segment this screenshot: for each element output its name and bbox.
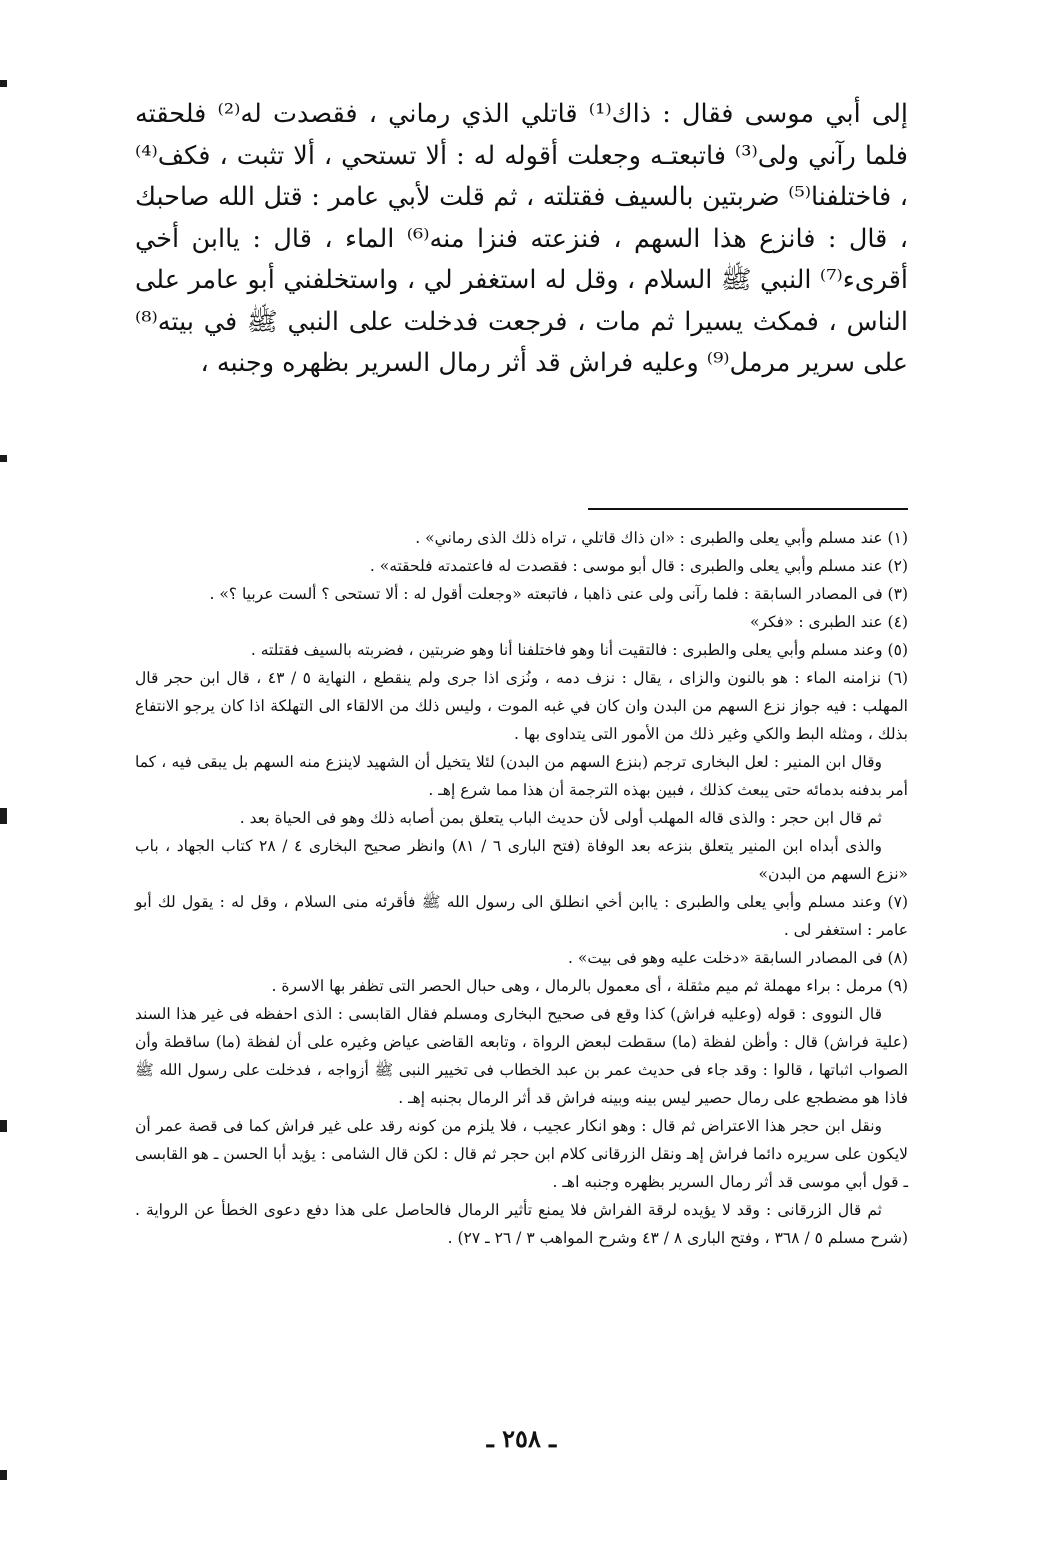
- footnote: (٢) عند مسلم وأبي يعلى والطبرى : قال أبو موسى : فقصدت له فاعتمدته فلحقته» .: [369, 557, 908, 575]
- footnote: (٣) فى المصادر السابقة : فلما رآنى ولى عنى ذاهبا ، فاتبعته «وجعلت أقول له : ألا تستحى ؟ ألست عربيا ؟» .: [209, 585, 908, 603]
- footnote: (٤) عند الطبرى : «فكر»: [749, 613, 908, 631]
- footnote-divider: [588, 508, 908, 510]
- footnote: والذى أبداه ابن المنير يتعلق بنزعه بعد الوفاة (فتح البارى ٦ / ٨١) وانظر صحيح البخارى ٤ / ٢٨ كتاب الجهاد ، باب «نزع السهم من البدن»: [135, 837, 908, 883]
- footnote: (٩) مرمل : براء مهملة ثم ميم مثقلة ، أى معمول بالرمال ، وهى حبال الحصر التى تظفر بها الاسرة .: [271, 977, 908, 995]
- footnote: قال النووى : قوله (وعليه فراش) كذا وقع فى صحيح البخارى ومسلم فقال القابسى : الذى احفظه فى غير هذا السند (علية فراش) قال : وأظن لفظة (ما) سقطت لبعض الرواة ، وتابعه القاضى عياض وغيره على أن لفظة (ما) ساقطة وأن الصواب اثباتها ، قالوا : وقد جاء فى حديث عمر بن عبد الخطاب فى تخيير النبى ﷺ أزواجه ، فدخلت على رسول الله ﷺ فاذا هو مضطجع على رمال حصير ليس بينه وبينه فراش قد أثر الرمال بجنبه إهـ .: [135, 1005, 908, 1107]
- footnotes: [135, 524, 908, 1252]
- footnote: ونقل ابن حجر هذا الاعتراض ثم قال : وهو انكار عجيب ، فلا يلزم من كونه رقد على غير فراش كما فى قصة عمر أن لايكون على سريره دائما فراش إهـ ونقل الزرقانى كلام ابن حجر ثم قال : لكن قال الشامى : يؤيد أبا الحسن ـ هو القابسى ـ قول أبي موسى قد أثر رمال السرير بظهره وجنبه اهـ .: [135, 1117, 908, 1191]
- footnote: (٥) وعند مسلم وأبي يعلى والطبرى : فالتقيت أنا وهو فاختلفنا أنا وهو ضربتين ، فضربته بالسيف فقتلته .: [250, 641, 908, 659]
- footnote: ثم قال ابن حجر : والذى قاله المهلب أولى لأن حديث الباب يتعلق بمن أصابه ذلك وهو فى الحياة بعد .: [239, 809, 882, 827]
- scan-edge-mark: [0, 1120, 7, 1132]
- footnote: ثم قال الزرقانى : وقد لا يؤيده لرقة الفراش فلا يمنع تأثير الرمال فالحاصل على هذا دفع دعوى الخطأ عن الرواية . (شرح مسلم ٥ / ٣٦٨ ، وفتح البارى ٨ / ٤٣ وشرح المواهب ٣ / ٢٦ ـ ٢٧) .: [135, 1201, 908, 1247]
- scan-edge-mark: [0, 455, 7, 462]
- document-page: [135, 94, 908, 1453]
- footnote: (٨) فى المصادر السابقة «دخلت عليه وهو فى بيت» .: [568, 949, 908, 967]
- scan-edge-mark: [0, 1470, 7, 1480]
- scan-edge-mark: [0, 808, 7, 824]
- main-paragraph: إلى أبي موسى فقال : ذاك⁽¹⁾ قاتلي الذي رماني ، فقصدت له⁽²⁾ فلحقته فلما رآني ولى⁽³⁾ فاتبعتـه وجعلت أقوله له : ألا تستحي ، ألا تثبت ، فكف⁽⁴⁾ ، فاختلفنا⁽⁵⁾ ضربتين بالسيف فقتلته ، ثم قلت لأبي عامر : قتل الله صاحبك ، قال : فانزع هذا السهم ، فنزعته فنزا منه⁽⁶⁾ الماء ، قال : ياابن أخي أقرىء⁽⁷⁾ النبي ﷺ السلام ، وقل له استغفر لي ، واستخلفني أبو عامر على الناس ، فمكث يسيرا ثم مات ، فرجعت فدخلت على النبي ﷺ في بيته⁽⁸⁾ على سرير مرمل⁽⁹⁾ وعليه فراش قد أثر رمال السرير بظهره وجنبه ،: [135, 99, 908, 378]
- page-number: ـ ٢٥٨ ـ: [486, 1424, 557, 1453]
- scan-edge-mark: [0, 80, 7, 87]
- footnote: (٦) نزامنه الماء : هو بالنون والزاى ، يقال : نزف دمه ، ونُزى اذا جرى ولم ينقطع ، النهاية ٥ / ٤٣ ، قال ابن حجر قال المهلب : فيه جواز نزع السهم من البدن وان كان في غبه الموت ، وليس ذلك من الالقاء الى التهلكة اذا كان يرجو الانتفاع بذلك ، ومثله البط والكي وغير ذلك من الأمور التى يتداوى بها .: [135, 669, 908, 743]
- footnote: (١) عند مسلم وأبي يعلى والطبرى : «ان ذاك قاتلي ، تراه ذلك الذى رماني» .: [415, 529, 908, 547]
- footnote: (٧) وعند مسلم وأبي يعلى والطبرى : ياابن أخي انطلق الى رسول الله ﷺ فأقرئه منى السلام ، وقل له : يقول لك أبو عامر : استغفر لى .: [135, 893, 908, 939]
- main-text: [135, 94, 908, 385]
- footnote: وقال ابن المنير : لعل البخارى ترجم (بنزع السهم من البدن) لئلا يتخيل أن الشهيد لاينزع منه السهم بل يبقى فيه ، كما أمر بدفنه بدمائه حتى يبعث كذلك ، فبين بهذه الترجمة أن هذا مما شرع إهـ .: [135, 753, 908, 799]
